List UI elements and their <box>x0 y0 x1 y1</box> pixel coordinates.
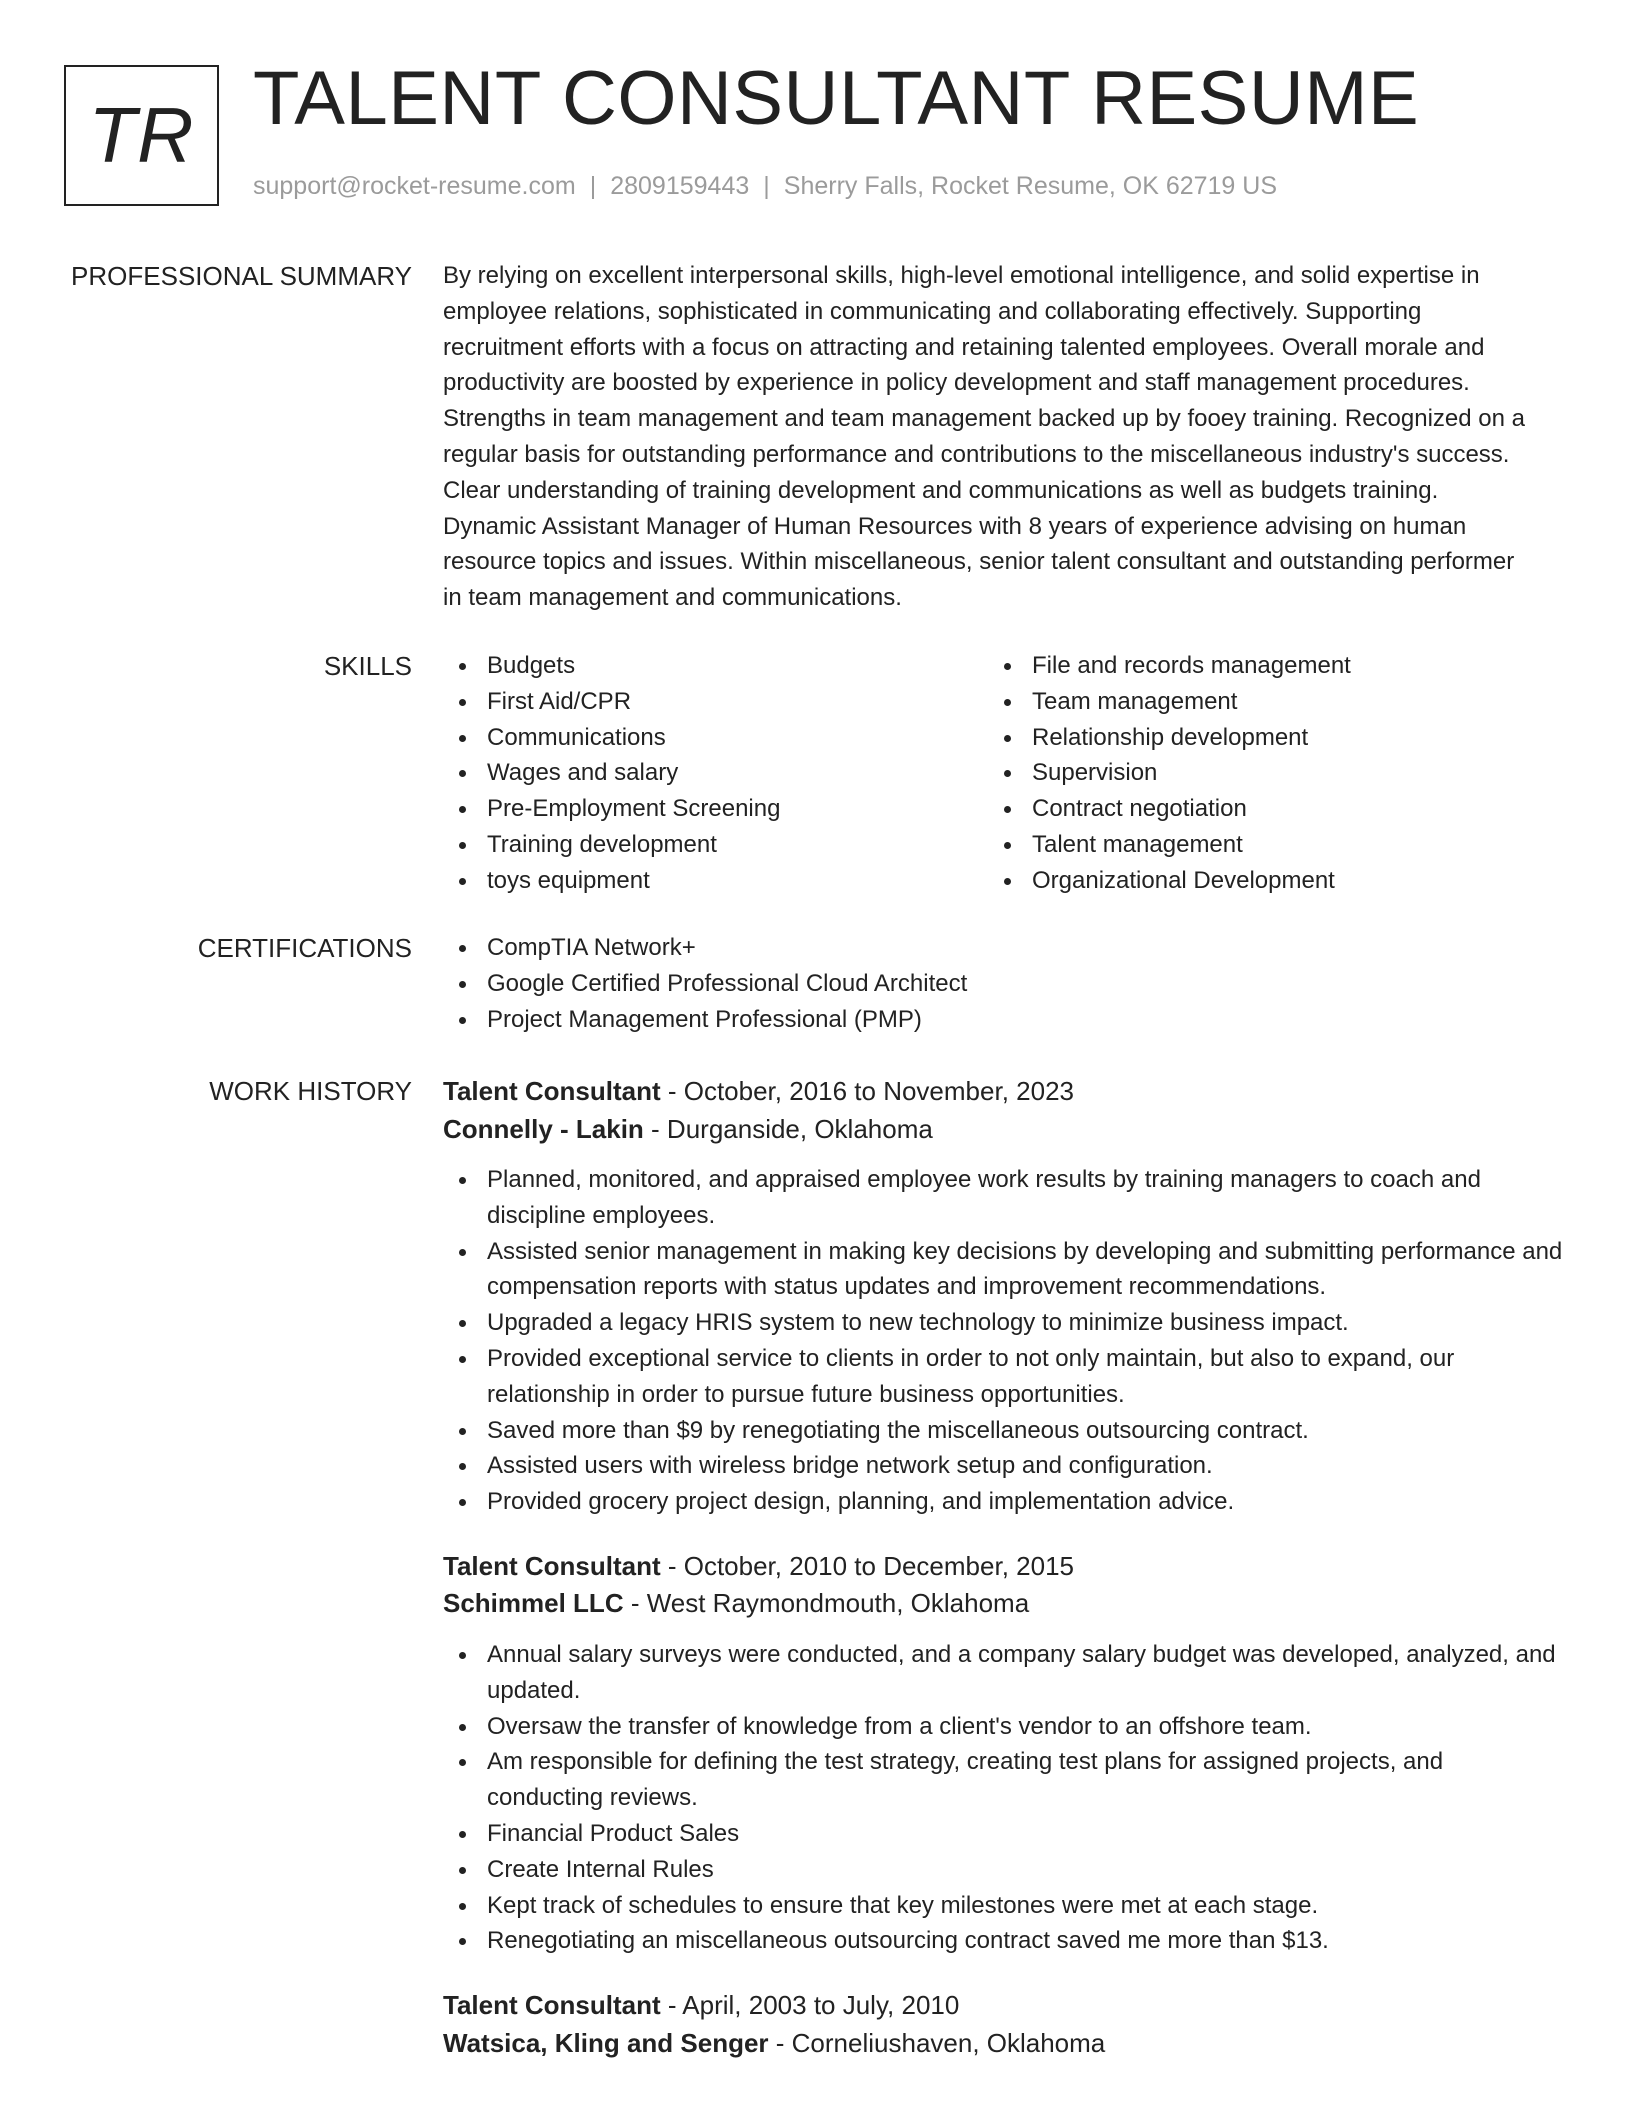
job-duty: Assisted senior management in making key decisions by developing and submitting performance and compensation reports with status updates and improvement recommendations. <box>443 1234 1563 1306</box>
skill-item: Budgets <box>443 648 988 684</box>
contact-address: Sherry Falls, Rocket Resume, OK 62719 US <box>783 172 1278 200</box>
job-duty: Assisted users with wireless bridge network setup and configuration. <box>443 1448 1563 1484</box>
job-company: Connelly - Lakin <box>443 1113 644 1144</box>
skill-item: Training development <box>443 827 988 863</box>
job-dates: - October, 2016 to November, 2023 <box>660 1076 1074 1106</box>
skill-item: Talent management <box>988 827 1533 863</box>
skill-item: Relationship development <box>988 720 1533 756</box>
skill-item: toys equipment <box>443 863 988 899</box>
summary-line: regular basis for outstanding performance and contributions to the miscellaneous industry's success. <box>443 440 1510 468</box>
job-title-line <box>443 1548 1563 1586</box>
certifications-list <box>443 930 1563 1037</box>
job-entry <box>443 1987 1563 2062</box>
job-duty: Annual salary surveys were conducted, and a company salary budget was developed, analyzed, and updated. <box>443 1637 1563 1709</box>
job-duties-list <box>443 1162 1563 1520</box>
job-duty: Oversaw the transfer of knowledge from a client's vendor to an offshore team. <box>443 1709 1563 1745</box>
certification-item: Google Certified Professional Cloud Architect <box>443 966 1563 1002</box>
job-duty: Kept track of schedules to ensure that key milestones were met at each stage. <box>443 1888 1563 1924</box>
skill-item: Team management <box>988 684 1533 720</box>
certifications-content <box>443 930 1563 1037</box>
summary-line: in team management and communications. <box>443 584 902 612</box>
skill-item: Communications <box>443 720 988 756</box>
contact-phone[interactable]: 2809159443 <box>610 172 750 200</box>
contact-line <box>253 172 1277 201</box>
skill-item: Contract negotiation <box>988 791 1533 827</box>
job-title-line <box>443 1073 1563 1111</box>
job-dates: - October, 2010 to December, 2015 <box>660 1550 1074 1581</box>
skill-item: Supervision <box>988 755 1533 791</box>
resume-title: TALENT CONSULTANT RESUME <box>253 56 1420 141</box>
job-duty: Renegotiating an miscellaneous outsourcing contract saved me more than $13. <box>443 1923 1563 1959</box>
contact-email[interactable]: support@rocket-resume.com <box>253 172 576 200</box>
skill-item: Organizational Development <box>988 863 1533 899</box>
job-duties-list <box>443 1637 1563 1959</box>
certification-item: CompTIA Network+ <box>443 930 1563 966</box>
job-entry <box>443 1548 1563 1959</box>
monogram-box <box>64 65 219 206</box>
job-company-line <box>443 2025 1563 2063</box>
job-duty: Provided grocery project design, planning, and implementation advice. <box>443 1484 1563 1520</box>
job-entry <box>443 1073 1563 1520</box>
job-company-line <box>443 1585 1563 1623</box>
job-duty: Saved more than $9 by renegotiating the miscellaneous outsourcing contract. <box>443 1413 1563 1449</box>
job-location: - Corneliushaven, Oklahoma <box>768 2027 1106 2058</box>
job-company-line <box>443 1111 1563 1149</box>
summary-line: productivity are boosted by experience in policy development and staff management procedures. <box>443 369 1470 397</box>
skill-item: First Aid/CPR <box>443 684 988 720</box>
job-dates: - April, 2003 to July, 2010 <box>660 1990 960 2021</box>
work-history-content <box>443 1073 1563 2062</box>
summary-line: Clear understanding of training development and communications as well as budgets training. <box>443 476 1439 504</box>
job-title-line <box>443 1987 1563 2025</box>
job-duty: Upgraded a legacy HRIS system to new technology to minimize business impact. <box>443 1305 1563 1341</box>
section-heading-work-history: WORK HISTORY <box>209 1076 412 1106</box>
monogram-initials: TR <box>88 91 195 179</box>
section-heading-summary: PROFESSIONAL SUMMARY <box>71 261 412 291</box>
job-location: - West Raymondmouth, Oklahoma <box>623 1588 1030 1619</box>
job-location: - Durganside, Oklahoma <box>643 1113 933 1144</box>
summary-line: Strengths in team management and team management backed up by fooey training. Recognized on a <box>443 405 1526 433</box>
job-duty: Am responsible for defining the test strategy, creating test plans for assigned projects, and conducting reviews. <box>443 1744 1563 1816</box>
contact-separator: | <box>763 172 770 200</box>
job-title: Talent Consultant <box>443 1550 661 1581</box>
summary-line: resource topics and issues. Within miscellaneous, senior talent consultant and outstanding performer <box>443 548 1515 576</box>
skills-list-right <box>988 648 1533 899</box>
job-duty: Planned, monitored, and appraised employee work results by training managers to coach and discipline employees. <box>443 1162 1563 1234</box>
job-duty: Create Internal Rules <box>443 1852 1563 1888</box>
summary-line: employee relations, sophisticated in communicating and collaborating effectively. Supporting <box>443 297 1422 325</box>
skills-list-left <box>443 648 988 899</box>
job-company: Watsica, Kling and Senger <box>443 2027 769 2058</box>
summary-text <box>443 258 1563 616</box>
summary-line: By relying on excellent interpersonal skills, high-level emotional intelligence, and solid expertise in <box>443 262 1480 289</box>
skill-item: Pre-Employment Screening <box>443 791 988 827</box>
skills-grid <box>443 648 1563 899</box>
job-duty: Provided exceptional service to clients in order to not only maintain, but also to expand, our relationship in order to pursue future business opportunities. <box>443 1341 1563 1413</box>
summary-line: recruitment efforts with a focus on attracting and retaining talented employees. Overall morale and <box>443 333 1485 361</box>
job-company: Schimmel LLC <box>443 1588 624 1619</box>
skill-item: File and records management <box>988 648 1533 684</box>
job-title: Talent Consultant <box>443 1076 661 1106</box>
job-title: Talent Consultant <box>443 1990 661 2021</box>
job-duty: Financial Product Sales <box>443 1816 1563 1852</box>
skill-item: Wages and salary <box>443 755 988 791</box>
contact-separator: | <box>589 172 597 200</box>
section-heading-certifications: CERTIFICATIONS <box>197 933 412 963</box>
summary-line: Dynamic Assistant Manager of Human Resources with 8 years of experience advising on human <box>443 512 1467 540</box>
section-heading-skills: SKILLS <box>323 651 412 681</box>
certification-item: Project Management Professional (PMP) <box>443 1002 1563 1038</box>
